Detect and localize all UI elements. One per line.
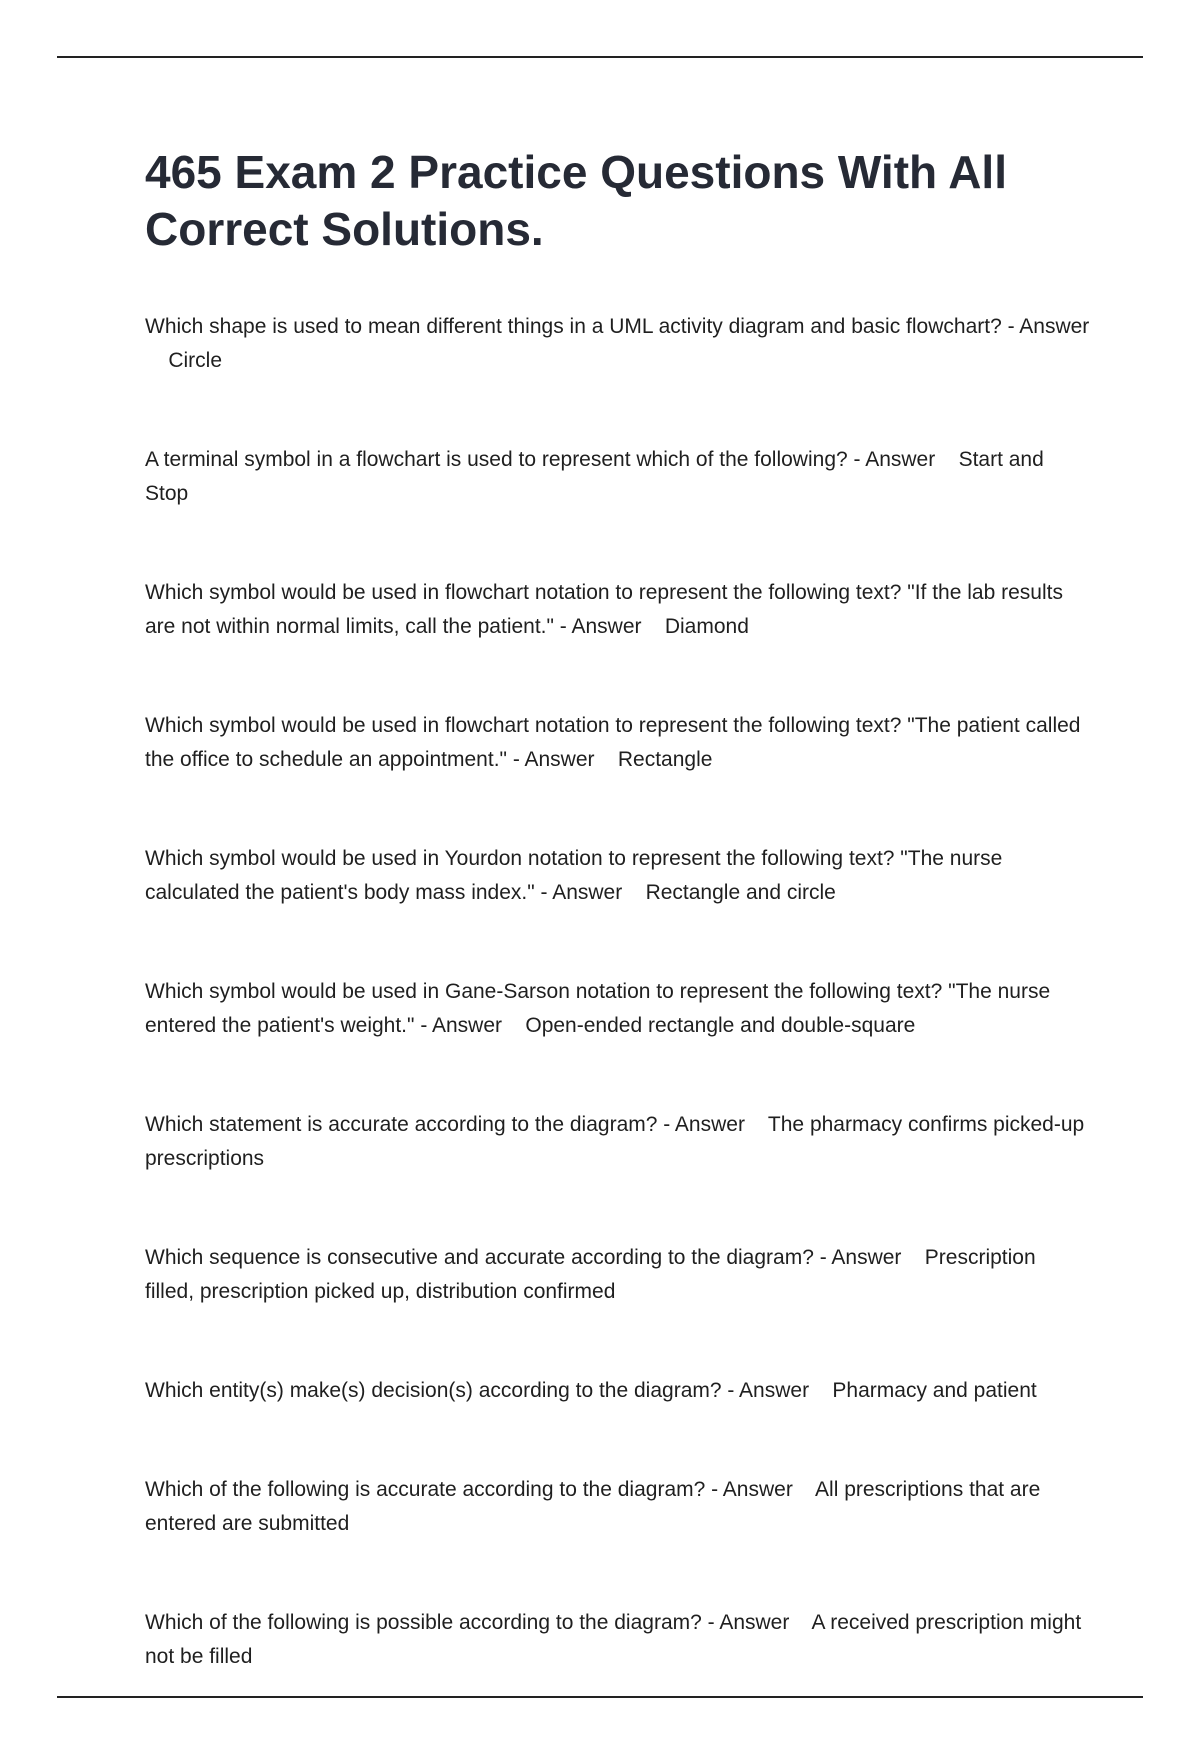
answer-text: Circle bbox=[168, 349, 223, 372]
question-text: Which statement is accurate according to the diagram? bbox=[145, 1113, 658, 1136]
answer-text: A received prescription might not be filled bbox=[145, 1611, 1082, 1668]
question-item bbox=[145, 975, 1090, 1043]
question-list bbox=[145, 310, 1090, 1674]
question-item bbox=[145, 1473, 1090, 1541]
question-text: Which shape is used to mean different things in a UML activity diagram and basic flowchart? bbox=[145, 315, 1002, 338]
question-item bbox=[145, 1606, 1090, 1674]
question-text: Which symbol would be used in flowchart notation to represent the following text? "The patient called the office to schedule an appointment." bbox=[145, 714, 1081, 771]
question-item bbox=[145, 842, 1090, 910]
question-text: Which sequence is consecutive and accurate according to the diagram? bbox=[145, 1246, 814, 1269]
question-item bbox=[145, 576, 1090, 644]
answer-prefix: - Answer bbox=[506, 748, 595, 771]
question-item bbox=[145, 1108, 1090, 1176]
question-text: Which of the following is possible according to the diagram? bbox=[145, 1611, 702, 1634]
answer-prefix: - Answer bbox=[701, 1611, 790, 1634]
question-item bbox=[145, 443, 1090, 511]
answer-text: Rectangle and circle bbox=[645, 881, 836, 904]
answer-prefix: - Answer bbox=[721, 1379, 810, 1402]
answer-text: Open-ended rectangle and double-square bbox=[525, 1014, 916, 1037]
answer-text: Prescription filled, prescription picked up, distribution confirmed bbox=[145, 1246, 1036, 1303]
question-item bbox=[145, 1374, 1090, 1408]
question-item bbox=[145, 709, 1090, 777]
answer-prefix: - Answer bbox=[705, 1478, 793, 1501]
bottom-divider bbox=[57, 1696, 1143, 1698]
answer-prefix: - Answer bbox=[534, 881, 623, 904]
answer-text: Start and Stop bbox=[145, 448, 1044, 505]
top-divider bbox=[57, 56, 1143, 58]
answer-prefix: - Answer bbox=[813, 1246, 902, 1269]
answer-prefix: - Answer bbox=[553, 615, 642, 638]
answer-prefix: - Answer bbox=[414, 1014, 503, 1037]
answer-text: Diamond bbox=[664, 615, 749, 638]
question-text: A terminal symbol in a flowchart is used to represent which of the following? bbox=[145, 448, 848, 471]
question-text: Which symbol would be used in Yourdon notation to represent the following text? "The nurse calculated the patient's body mass index." bbox=[145, 847, 1003, 904]
answer-text: Rectangle bbox=[617, 748, 713, 771]
answer-prefix: - Answer bbox=[1001, 315, 1090, 338]
document-body bbox=[145, 144, 1090, 1739]
question-item bbox=[145, 1241, 1090, 1309]
question-text: Which symbol would be used in flowchart notation to represent the following text? "If the lab results are not within normal limits, call the patient." bbox=[145, 581, 1063, 638]
answer-text: All prescriptions that are entered are submitted bbox=[145, 1478, 1041, 1535]
question-text: Which symbol would be used in Gane-Sarson notation to represent the following text? "The nurse entered the patient's weight." bbox=[145, 980, 1051, 1037]
document-title: 465 Exam 2 Practice Questions With All Correct Solutions. bbox=[145, 146, 1007, 255]
question-text: Which entity(s) make(s) decision(s) according to the diagram? bbox=[145, 1379, 722, 1402]
answer-text: The pharmacy confirms picked-up prescriptions bbox=[145, 1113, 1085, 1170]
answer-prefix: - Answer bbox=[847, 448, 936, 471]
question-text: Which of the following is accurate according to the diagram? bbox=[145, 1478, 706, 1501]
answer-prefix: - Answer bbox=[657, 1113, 745, 1136]
question-item bbox=[145, 310, 1090, 378]
answer-text: Pharmacy and patient bbox=[832, 1379, 1037, 1402]
